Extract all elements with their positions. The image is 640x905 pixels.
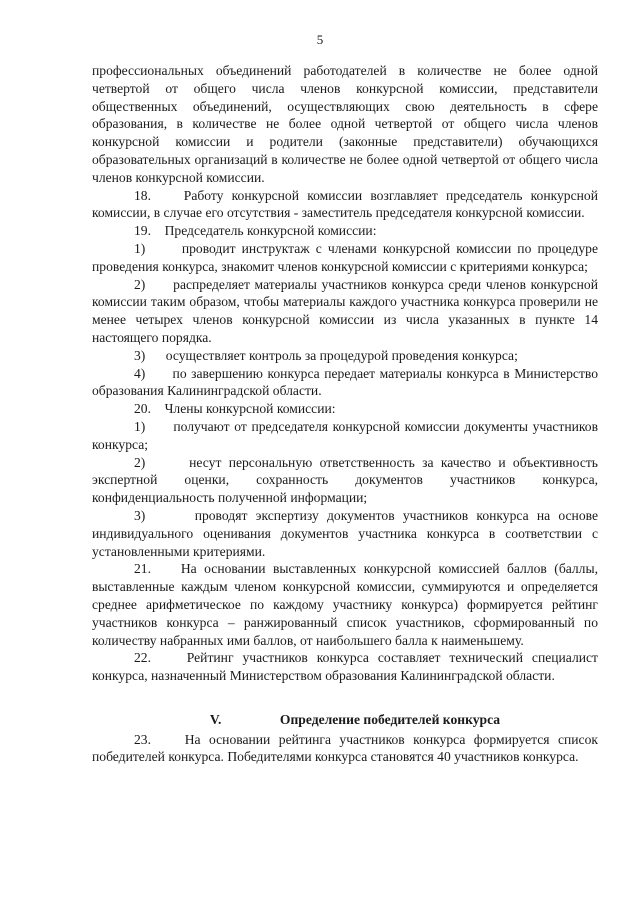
paragraph-19: 19. Председатель конкурсной комиссии: xyxy=(134,223,377,239)
paragraph-21: 21. На основании выставленных конкурсной комиссией баллов (баллы, выставленные каждым членом конкурсной комиссии, суммируются и определяется среднее арифметическое по каждому участнику конкурса) формируется рейтинг участников конкурса – ранжированный список участников, сформированный по количеству набранных ими баллов, от наибольшего балла к наименьшему. xyxy=(92,561,598,648)
list-item-text: осуществляет контроль за процедурой проведения конкурса; xyxy=(165,347,518,363)
list-item-text: распределяет материалы участников конкурса среди членов конкурсной комиссии таким образом, чтобы материалы каждого участника конкурса проверили не менее четырех членов конкурсной комиссии из числа указанных в пункте 14 настоящего порядка. xyxy=(92,276,598,345)
list-item xyxy=(92,240,598,276)
paragraph-22: 22. Рейтинг участников конкурса составляет технический специалист конкурса, назначенный Министерством образования Калининградской области. xyxy=(92,650,598,684)
list-item-number: 3) xyxy=(134,507,146,523)
paragraph-20: 20. Члены конкурсной комиссии: xyxy=(134,401,336,417)
paragraph-19-list xyxy=(92,240,598,400)
list-item xyxy=(92,276,598,347)
list-item-number: 3) xyxy=(134,347,146,363)
paragraph-18: 18. Работу конкурсной комиссии возглавляет председатель конкурсной комиссии, в случае его отсутствия - заместитель председателя конкурсной комиссии. xyxy=(92,187,598,221)
paragraph-20-list xyxy=(92,418,598,560)
section-title: Определение победителей конкурса xyxy=(279,711,501,727)
paragraph-23: 23. На основании рейтинга участников конкурса формируется список победителей конкурса. Победителями конкурса становятся 40 участников конкурса. xyxy=(92,731,598,765)
list-item-text: получают от председателя конкурсной комиссии документы участников конкурса; xyxy=(92,418,599,452)
list-item-text: проводит инструктаж с членами конкурсной комиссии по процедуре проведения конкурса, знакомит членов конкурсной комиссии с критериями конкурса; xyxy=(92,240,598,274)
list-item xyxy=(92,454,598,507)
page-number: 5 xyxy=(316,32,324,47)
list-item-number: 2) xyxy=(134,454,146,470)
section-number: V. xyxy=(209,711,222,727)
list-item xyxy=(92,347,598,365)
list-item-number: 1) xyxy=(134,418,146,434)
list-item-number: 1) xyxy=(134,240,146,256)
list-item-text: проводят экспертизу документов участников конкурса на основе индивидуального оценивания документов участника конкурса в соответствии с установленными критериями. xyxy=(92,507,598,559)
list-item-number: 4) xyxy=(134,365,146,381)
list-item-text: несут персональную ответственность за качество и объективность экспертной оценки, сохранность документов участников конкурса, конфиденциальность полученной информации; xyxy=(92,454,598,506)
list-item-text: по завершению конкурса передает материалы конкурса в Министерство образования Калининградской области. xyxy=(92,365,599,399)
paragraph-continuation: профессиональных объединений работодателей в количестве не более одной четвертой от общего числа членов конкурсной комиссии, представители общественных объединений, осуществляющих свою деятельность в сфере образования, в количестве не более одной четвертой от общего числа членов конкурсной комиссии и родители (законные представители) обучающихся образовательных организаций в количестве не более одной четвертой от общего числа членов конкурсной комиссии. xyxy=(92,63,598,185)
document-body xyxy=(92,62,598,766)
list-item xyxy=(92,365,598,401)
list-item-number: 2) xyxy=(134,276,146,292)
section-heading xyxy=(92,711,598,729)
list-item xyxy=(92,418,598,454)
list-item xyxy=(92,507,598,560)
